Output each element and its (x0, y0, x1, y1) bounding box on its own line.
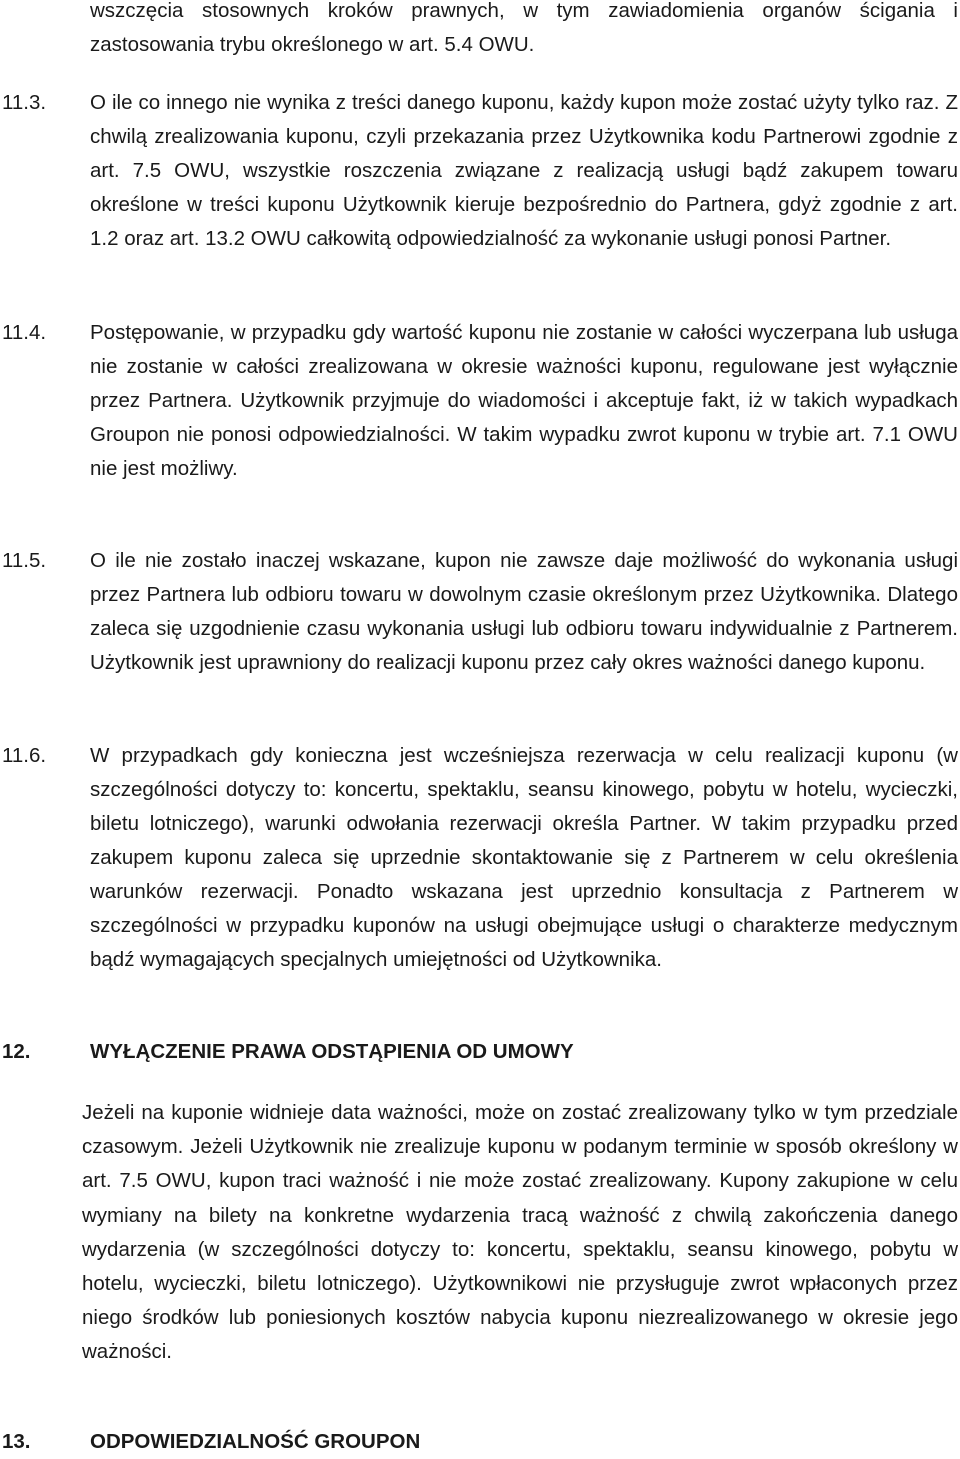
clause-text: Postępowanie, w przypadku gdy wartość kuponu nie zostanie w całości wyczerpana lub usługa nie zostanie w całości zrealizowana w okresie ważności kuponu, regulowane jest wyłącznie przez Partnera. Użytkownik przyjmuje do wiadomości i akceptuje fakt, iż w takich wypadkach Groupon nie ponosi odpowiedzialności. W takim wypadku zwrot kuponu w trybie art. 7.1 OWU nie jest możliwy. (90, 321, 958, 480)
clause-text: O ile nie zostało inaczej wskazane, kupon nie zawsze daje możliwość do wykonania usługi przez Partnera lub odbioru towaru w dowolnym czasie określonym przez Użytkownika. Dlatego zaleca się uzgodnienie czasu wykonania usługi lub odbioru towaru indywidualnie z Partnerem. Użytkownik jest uprawniony do realizacji kuponu przez cały okres ważności danego kuponu. (90, 549, 958, 674)
clause-number: 11.3. (2, 91, 47, 114)
clause-number: 11.5. (2, 549, 47, 572)
clause-text: O ile co innego nie wynika z treści danego kuponu, każdy kupon może zostać użyty tylko raz. Z chwilą zrealizowania kuponu, czyli przekazania przez Użytkownika kodu Partnerowi zgodnie z art. 7.5 OWU, wszystkie roszczenia związane z realizacją usługi bądź zakupem towaru określone w treści kuponu Użytkownik kieruje bezpośrednio do Partnera, gdyż zgodnie z art. 1.2 oraz art. 13.2 OWU całkowitą odpowiedzialność za wykonanie usługi ponosi Partner. (90, 91, 958, 250)
continuation-paragraph: wszczęcia stosownych kroków prawnych, w tym zawiadomienia organów ścigania i zastosowania trybu określonego w art. 5.4 OWU. (90, 0, 958, 56)
section-title: WYŁĄCZENIE PRAWA ODSTĄPIENIA OD UMOWY (90, 1040, 574, 1063)
section-number: 13. (2, 1430, 31, 1453)
clause-number: 11.4. (2, 321, 47, 344)
clause-text: W przypadkach gdy konieczna jest wcześniejsza rezerwacja w celu realizacji kuponu (w szczególności dotyczy to: koncertu, spektaklu, seansu kinowego, pobytu w hotelu, wycieczki, biletu lotniczego), warunki odwołania rezerwacji określa Partner. W takim przypadku przed zakupem kuponu zaleca się uprzednie skontaktowanie się z Partnerem w celu określenia warunków rezerwacji. Ponadto wskazana jest uprzednio konsultacja z Partnerem w szczególności w przypadku kuponów na usługi obejmujące usługi o charakterze medycznym bądź wymagających specjalnych umiejętności od Użytkownika. (90, 744, 958, 971)
clause-number: 11.6. (2, 744, 47, 767)
section-title: ODPOWIEDZIALNOŚĆ GROUPON (90, 1430, 421, 1453)
section-number: 12. (2, 1040, 31, 1063)
section-12-paragraph: Jeżeli na kuponie widnieje data ważności, może on zostać zrealizowany tylko w tym przedziale czasowym. Jeżeli Użytkownik nie zrealizuje kuponu w podanym terminie w sposób określony w art. 7.5 OWU, kupon traci ważność i nie może zostać zrealizowany. Kupony zakupione w celu wymiany na bilety na konkretne wydarzenia tracą ważność z chwilą zakończenia danego wydarzenia (w szczególności dotyczy to: koncertu, spektaklu, seansu kinowego, pobytu w hotelu, wycieczki, biletu lotniczego). Użytkownikowi nie przysługuje zwrot wpłaconych przez niego środków lub poniesionych kosztów nabycia kuponu niezrealizowanego w okresie jego ważności. (82, 1101, 958, 1364)
